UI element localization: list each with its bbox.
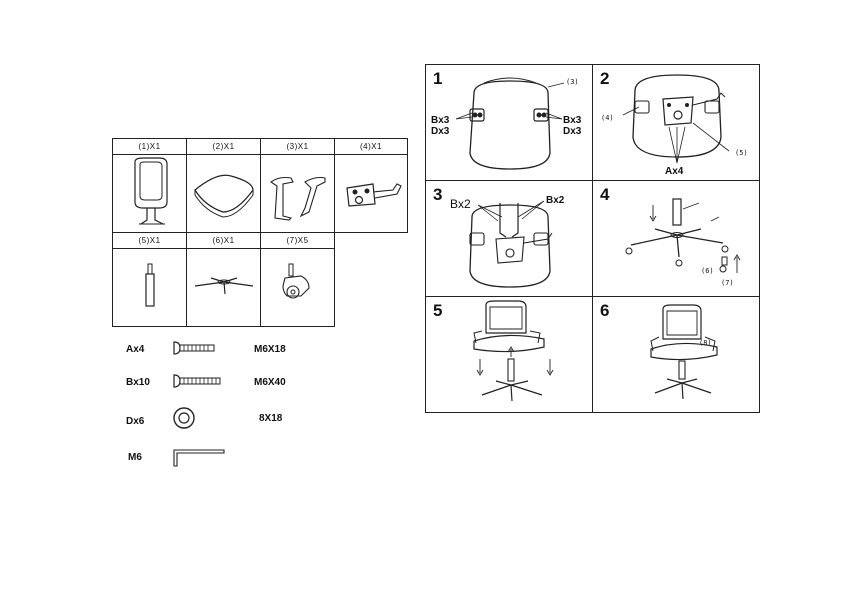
caster-icon <box>261 248 335 326</box>
hardware-code: Bx10 <box>126 377 150 388</box>
chair-seat-to-base-illustration <box>426 297 594 414</box>
finished-chair-illustration <box>593 297 761 414</box>
part-cell-7 <box>260 232 335 327</box>
part-label: (4)X1 <box>335 139 407 155</box>
step-2-panel <box>592 64 760 181</box>
hardware-code: M6 <box>128 452 142 463</box>
part-cell-6 <box>186 232 261 327</box>
step-number: 1 <box>433 69 443 88</box>
part-label: (5)X1 <box>113 233 186 249</box>
part-cell-5 <box>112 232 187 327</box>
part-label: (1)X1 <box>113 139 186 155</box>
long-bolt-icon <box>172 373 224 389</box>
part-callout: (6) <box>701 267 714 275</box>
seat-cushion-icon <box>187 154 261 232</box>
washer-icon <box>172 406 196 430</box>
part-callout: (3) <box>566 78 579 86</box>
step-number: 6 <box>600 301 610 320</box>
hardware-callout: Bx2 <box>450 197 471 211</box>
step-3-panel <box>425 180 593 297</box>
part-cell-2 <box>186 138 261 233</box>
star-base-icon <box>187 248 261 326</box>
hardware-callout: Dx3 <box>563 126 582 137</box>
step-5-panel <box>425 296 593 413</box>
tilt-mechanism-icon <box>335 154 409 232</box>
part-label: (7)X5 <box>261 233 334 249</box>
part-callout: (7) <box>721 279 734 287</box>
short-bolt-icon <box>172 340 218 356</box>
step-number: 3 <box>433 185 443 204</box>
step-number: 4 <box>600 185 610 204</box>
base-assembly-illustration <box>593 181 761 298</box>
step-number: 2 <box>600 69 610 88</box>
step-number: 5 <box>433 301 443 320</box>
hardware-callout: Dx3 <box>431 126 450 137</box>
part-label: (2)X1 <box>187 139 260 155</box>
hardware-callout: Bx3 <box>431 115 450 126</box>
hardware-size: M6X40 <box>254 377 286 388</box>
assembly-steps <box>425 64 760 413</box>
hardware-size: 8X18 <box>259 413 283 424</box>
hardware-code: Dx6 <box>126 416 145 427</box>
bolt-plate-right <box>534 109 548 121</box>
mechanism-mounting-illustration <box>593 65 761 182</box>
allen-key-icon <box>172 446 228 468</box>
part-label: (6)X1 <box>187 233 260 249</box>
part-cell-1 <box>112 138 187 233</box>
step-6-panel <box>592 296 760 413</box>
hardware-callout: Ax4 <box>665 166 684 177</box>
hardware-size: M6X18 <box>254 344 286 355</box>
hardware-callout: Bx2 <box>546 195 565 206</box>
part-callout: (8) <box>699 339 712 347</box>
part-cell-3 <box>260 138 335 233</box>
step-1-panel <box>425 64 593 181</box>
gas-cylinder-icon <box>113 248 187 326</box>
mesh-backrest-icon <box>113 154 187 232</box>
hardware-code: Ax4 <box>126 344 145 355</box>
part-label: (3)X1 <box>261 139 334 155</box>
part-callout: (5) <box>735 149 748 157</box>
armrests-icon <box>261 154 335 232</box>
part-cell-4 <box>334 138 408 233</box>
step-4-panel <box>592 180 760 347</box>
part-callout: (4) <box>601 114 614 122</box>
parts-table <box>112 138 408 327</box>
hardware-callout: Bx3 <box>563 115 582 126</box>
